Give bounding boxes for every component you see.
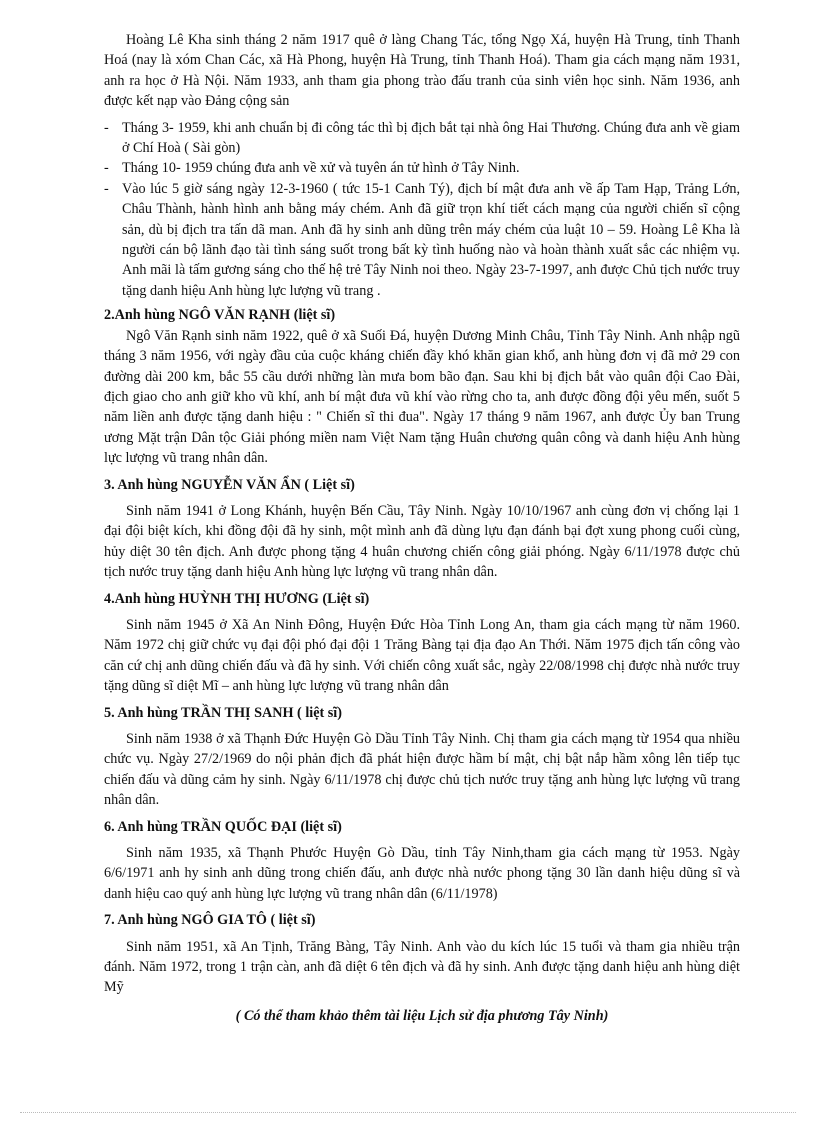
section-ngo-gia-to	[104, 910, 740, 998]
section-tran-quoc-dai	[104, 817, 740, 905]
section-huynh-thi-huong	[104, 589, 740, 697]
section-nguyen-van-an	[104, 475, 740, 583]
section-heading: 4.Anh hùng HUỲNH THỊ HƯƠNG (Liệt sĩ)	[104, 590, 370, 607]
section-ngo-van-ranh	[104, 305, 740, 468]
section-body: Sinh năm 1938 ở xã Thạnh Đức Huyện Gò Dầu Tỉnh Tây Ninh. Chị tham gia cách mạng từ 1954 qua nhiều chức vụ. Ngày 27/2/1969 do nội phản địch đã phát hiện được hầm bí mật, chị bật nắp hầm xông lên tiếp tục chiến đấu và dũng cảm hy sinh. Ngày 6/11/1978 chị được chủ tịch nước truy tặng anh hùng lực lượng vũ trang nhân dân.	[104, 731, 740, 809]
dash-bullet: -	[104, 160, 109, 177]
section-heading: 7. Anh hùng NGÔ GIA TÔ ( liệt sĩ)	[104, 912, 316, 929]
dash-bullet: -	[104, 119, 109, 136]
list-item-text: Tháng 10- 1959 chúng đưa anh về xử và tuyên án tử hình ở Tây Ninh.	[122, 160, 520, 177]
list-item	[104, 179, 740, 301]
reference-note: ( Có thể tham khảo thêm tài liệu Lịch sử địa phương Tây Ninh)	[235, 1007, 609, 1024]
section-heading: 3. Anh hùng NGUYỄN VĂN ẨN ( Liệt sĩ)	[104, 476, 355, 493]
section-body: Sinh năm 1945 ở Xã An Ninh Đông, Huyện Đức Hòa Tỉnh Long An, tham gia cách mạng từ năm 1960. Năm 1972 chị giữ chức vụ đại đội phó đại đội 1 Trăng Bàng tại địa đạo An Thới. Năm 1975 địch tấn công vào căn cứ chị anh dũng chiến đấu và đã hy sinh. Với chiến công xuất sắc, ngày 22/08/1998 chị được nhà nước truy tặng dũng sĩ diệt Mĩ – anh hùng lực lượng vũ trang nhân dân	[104, 616, 740, 695]
intro-paragraph: Hoàng Lê Kha sinh tháng 2 năm 1917 quê ở làng Chang Tác, tổng Ngọ Xá, huyện Hà Trung, tỉnh Thanh Hoá (nay là xóm Chan Các, xã Hà Phong, huyện Hà Trung, tỉnh Thanh Hoá). Tham gia cách mạng năm 1931, anh ra học ở Hà Nội. Năm 1933, anh tham gia phong trào đấu tranh của sinh viên học sinh. Năm 1936, anh được kết nạp vào Đảng cộng sản	[104, 32, 740, 110]
section-body: Sinh năm 1951, xã An Tịnh, Trăng Bàng, Tây Ninh. Anh vào du kích lúc 15 tuổi và tham gia nhiều trận đánh. Năm 1972, trong 1 trận càn, anh đã diệt 6 tên địch và đã hy sinh. Anh được tặng danh hiệu anh hùng diệt Mỹ	[104, 938, 740, 996]
page-footer-divider	[20, 1112, 796, 1113]
dash-bullet: -	[104, 180, 109, 197]
intro-bullet-list	[104, 118, 740, 302]
list-item	[104, 158, 740, 178]
document-page	[104, 30, 740, 1026]
section-body: Sinh năm 1941 ở Long Khánh, huyện Bến Cầu, Tây Ninh. Ngày 10/10/1967 anh cùng đơn vị chống lại 1 đại đội biệt kích, khi đồng đội đã hy sinh, một mình anh đã dùng lựu đạn đánh bại đợt xung phong cuối cùng, hủy diệt 30 tên địch. Anh được phong tặng 4 huân chương chiến công giải phóng. Ngày 6/11/1978 được chủ tịch nước truy tặng danh hiệu Anh hùng lực lượng vũ trang nhân dân.	[104, 502, 740, 581]
list-item-text: Tháng 3- 1959, khi anh chuẩn bị đi công tác thì bị địch bắt tại nhà ông Hai Thương. Chúng đưa anh về giam ở Chí Hoà ( Sài gòn)	[122, 119, 740, 157]
list-item-text: Vào lúc 5 giờ sáng ngày 12-3-1960 ( tức 15-1 Canh Tý), địch bí mật đưa anh về ấp Tam Hạp, Trảng Lớn, Châu Thành, hành hình anh bằng máy chém. Anh đã giữ trọn khí tiết cách mạng của người chiến sĩ cộng sản, dù bị địch tra tấn dã man. Anh đã hy sinh anh dũng trên máy chém của luật 10 – 59. Hoàng Lê Kha là người cán bộ lãnh đạo tài tình sáng suốt trong bất kỳ tình huống nào và hoàn thành xuất sắc các nhiệm vụ. Anh mãi là tấm gương sáng cho thế hệ trẻ Tây Ninh noi theo. Ngày 23-7-1997, anh được Chủ tịch nước truy tặng danh hiệu Anh hùng lực lượng vũ trang .	[122, 180, 740, 299]
section-tran-thi-sanh	[104, 703, 740, 811]
section-body: Ngô Văn Rạnh sinh năm 1922, quê ở xã Suối Đá, huyện Dương Minh Châu, Tỉnh Tây Ninh. Anh nhập ngũ tháng 3 năm 1956, với ngày đầu của cuộc kháng chiến đầy khó khăn gian khổ, anh hùng đơn vị đã mở 29 con đường dài 200 km, bắc 55 cầu dưới những làn mưa bom bão đạn. Sau khi bị địch bắt vào quân đội Cao Đài, địch giao cho anh giữ kho vũ khí, anh bí mật đưa vũ khí vào rừng cho ta, anh được đồng đội yêu mến, suốt 5 năm liền anh được tặng danh hiệu : " Chiến sĩ thi đua". Ngày 17 tháng 9 năm 1967, anh được Ủy ban Trung ương Mặt trận Dân tộc Giải phóng miền nam Việt Nam tặng Huân chương quân công và danh hiệu Anh hùng lực lượng vũ trang nhân dân.	[104, 327, 740, 467]
list-item	[104, 118, 740, 159]
section-heading: 2.Anh hùng NGÔ VĂN RẠNH (liệt sĩ)	[104, 307, 336, 324]
section-body: Sinh năm 1935, xã Thạnh Phước Huyện Gò Dầu, tỉnh Tây Ninh,tham gia cách mạng từ 1953. Ngày 6/6/1971 anh hy sinh anh dũng trong chiến đấu, anh được nhà nước phong tặng 30 lần danh hiệu dũng sĩ và danh hiệu cao quý anh hùng lực lượng vũ trang nhân dân (6/11/1978)	[104, 845, 740, 902]
section-heading: 5. Anh hùng TRẦN THỊ SANH ( liệt sĩ)	[104, 704, 342, 721]
section-heading: 6. Anh hùng TRẦN QUỐC ĐẠI (liệt sĩ)	[104, 818, 342, 835]
